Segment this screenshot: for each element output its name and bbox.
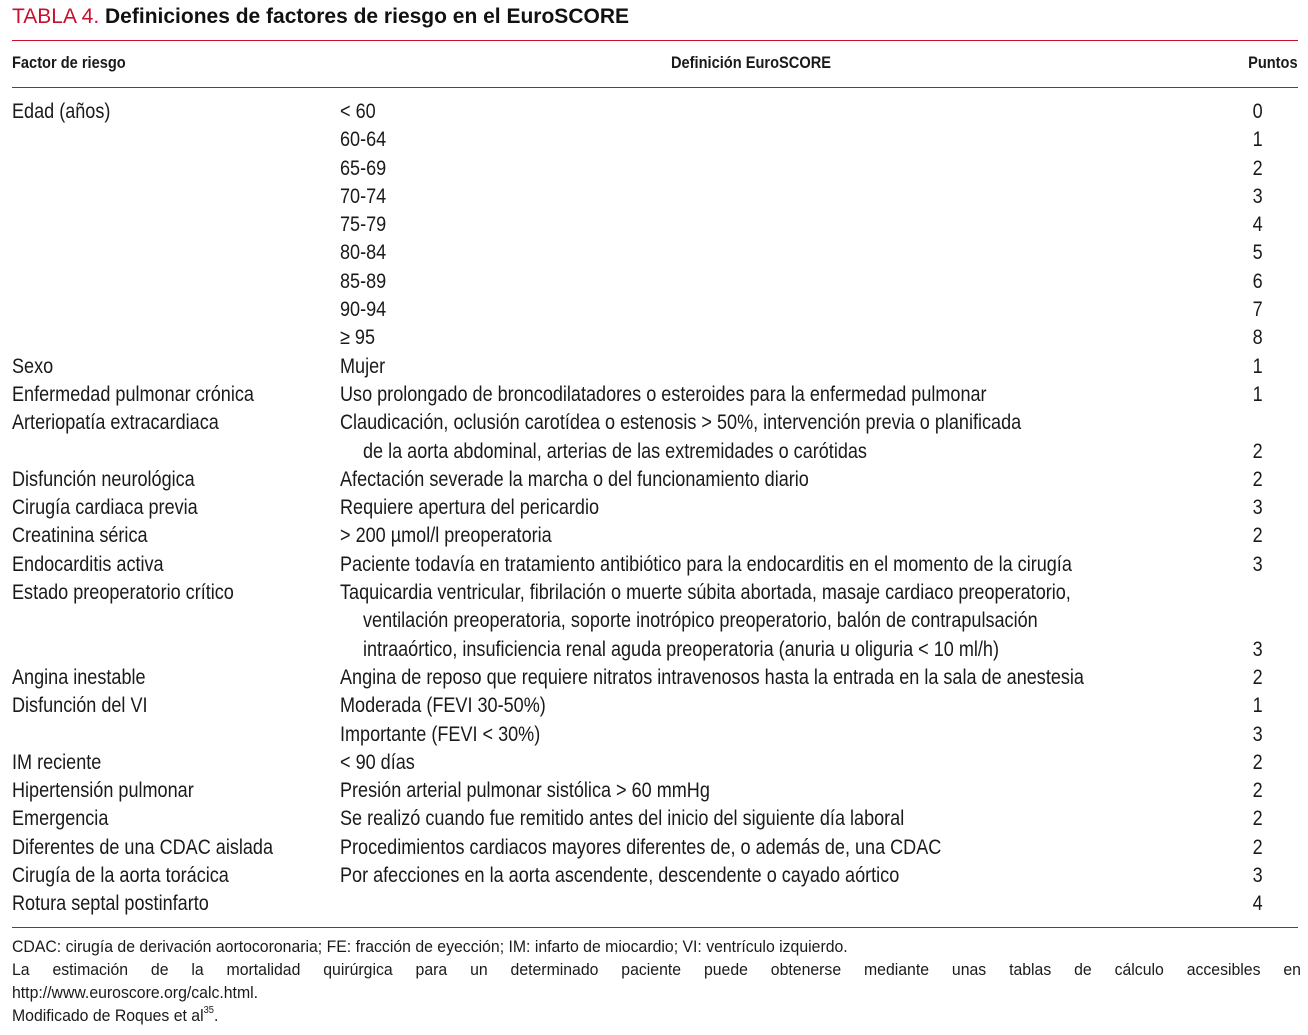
definition-cell: ≥ 95 bbox=[340, 326, 376, 350]
points-cell: 2 bbox=[1252, 156, 1263, 180]
table-row bbox=[0, 353, 1308, 381]
points-cell: 3 bbox=[1252, 552, 1263, 576]
risk-factor-cell: Disfunción del VI bbox=[12, 694, 148, 718]
points-cell: 1 bbox=[1252, 128, 1263, 152]
table-row bbox=[0, 296, 1308, 324]
definition-cell: Se realizó cuando fue remitido antes del inicio del siguiente día laboral bbox=[340, 807, 905, 831]
points-cell: 2 bbox=[1252, 439, 1263, 463]
risk-factor-cell: Enfermedad pulmonar crónica bbox=[12, 382, 254, 406]
table-row bbox=[0, 721, 1308, 749]
definition-cell: 65-69 bbox=[340, 156, 387, 180]
table-row bbox=[0, 183, 1308, 211]
points-cell: 3 bbox=[1252, 722, 1263, 746]
table-row bbox=[0, 890, 1308, 918]
header-rule bbox=[12, 87, 1298, 88]
table-title bbox=[12, 3, 629, 31]
table-row bbox=[0, 438, 1308, 466]
table-number: TABLA 4. bbox=[12, 5, 100, 28]
definition-cell: Afectación severade la marcha o del funcionamiento diario bbox=[340, 467, 809, 491]
definition-cell: < 90 días bbox=[340, 750, 415, 774]
header-definition: Definición EuroSCORE bbox=[670, 53, 832, 72]
definition-cell: Procedimientos cardiacos mayores diferentes de, o además de, una CDAC bbox=[340, 835, 942, 859]
bottom-rule bbox=[12, 927, 1298, 928]
risk-factor-cell: Disfunción neurológica bbox=[12, 467, 195, 491]
table-row bbox=[0, 522, 1308, 550]
definition-cell: < 60 bbox=[340, 100, 376, 123]
table-caption: Definiciones de factores de riesgo en el EuroSCORE bbox=[105, 5, 629, 28]
source-end: . bbox=[213, 1006, 219, 1025]
points-cell: 2 bbox=[1252, 524, 1263, 548]
definition-cell: Requiere apertura del pericardio bbox=[340, 496, 600, 520]
definition-cell: 90-94 bbox=[340, 298, 387, 322]
definition-cell: Moderada (FEVI 30-50%) bbox=[340, 694, 546, 718]
risk-factor-cell: Estado preoperatorio crítico bbox=[12, 581, 234, 605]
table-row bbox=[0, 268, 1308, 296]
points-cell: 6 bbox=[1252, 269, 1263, 293]
risk-factor-cell: Endocarditis activa bbox=[12, 552, 164, 576]
table-row bbox=[0, 494, 1308, 522]
table-row bbox=[0, 692, 1308, 720]
points-cell: 4 bbox=[1252, 892, 1263, 916]
points-cell: 2 bbox=[1252, 665, 1263, 689]
table-row bbox=[0, 381, 1308, 409]
table-row bbox=[0, 155, 1308, 183]
risk-factor-cell: Cirugía cardiaca previa bbox=[12, 496, 198, 520]
definition-cell: Uso prolongado de broncodilatadores o esteroides para la enfermedad pulmonar bbox=[340, 382, 987, 406]
definition-cell: de la aorta abdominal, arterias de las extremidades o carótidas bbox=[363, 439, 867, 463]
table-body bbox=[0, 98, 1308, 919]
definition-cell: Angina de reposo que requiere nitratos intravenosos hasta la entrada en la sala de anestesia bbox=[340, 665, 1084, 689]
definition-cell: Paciente todavía en tratamiento antibiótico para la endocarditis en el momento de la cirugía bbox=[340, 552, 1072, 576]
points-cell: 1 bbox=[1252, 354, 1263, 378]
definition-cell: Presión arterial pulmonar sistólica > 60 mmHg bbox=[340, 779, 710, 803]
definition-cell: Taquicardia ventricular, fibrilación o muerte súbita abortada, masaje cardiaco preoperatorio, bbox=[340, 581, 1071, 605]
footnote-estimation: La estimación de la mortalidad quirúrgica para un determinado paciente puede obtenerse mediante unas tablas de cálculo accesibles en bbox=[12, 960, 1301, 979]
header-factor: Factor de riesgo bbox=[12, 53, 126, 72]
points-cell: 0 bbox=[1252, 100, 1263, 123]
points-cell: 3 bbox=[1252, 637, 1263, 661]
points-cell: 7 bbox=[1252, 298, 1263, 322]
points-cell: 2 bbox=[1252, 779, 1263, 803]
table-row bbox=[0, 664, 1308, 692]
table-row bbox=[0, 324, 1308, 352]
risk-factor-cell: Edad (años) bbox=[12, 100, 111, 123]
definition-cell: Importante (FEVI < 30%) bbox=[340, 722, 541, 746]
points-cell: 8 bbox=[1252, 326, 1263, 350]
definition-cell: 75-79 bbox=[340, 213, 387, 237]
table-row bbox=[0, 551, 1308, 579]
definition-cell: ventilación preoperatoria, soporte inotrópico preoperatorio, balón de contrapulsación bbox=[363, 609, 1038, 633]
table-row bbox=[0, 409, 1308, 437]
risk-factor-cell: Sexo bbox=[12, 354, 54, 378]
table-row bbox=[0, 805, 1308, 833]
footnote-url[interactable]: http://www.euroscore.org/calc.html. bbox=[12, 983, 259, 1002]
points-cell: 2 bbox=[1252, 835, 1263, 859]
points-cell: 2 bbox=[1252, 807, 1263, 831]
points-cell: 1 bbox=[1252, 382, 1263, 406]
table-row bbox=[0, 777, 1308, 805]
risk-factor-cell: Arteriopatía extracardiaca bbox=[12, 411, 219, 435]
points-cell: 5 bbox=[1252, 241, 1263, 265]
points-cell: 2 bbox=[1252, 750, 1263, 774]
risk-factor-cell: Rotura septal postinfarto bbox=[12, 892, 209, 916]
header-points: Puntos bbox=[1248, 53, 1298, 72]
table-row bbox=[0, 126, 1308, 154]
definition-cell: > 200 µmol/l preoperatoria bbox=[340, 524, 552, 548]
points-cell: 3 bbox=[1252, 184, 1263, 208]
table-row bbox=[0, 98, 1308, 126]
definition-cell: Claudicación, oclusión carotídea o estenosis > 50%, intervención previa o planificada bbox=[340, 411, 1022, 435]
footnote-abbreviations: CDAC: cirugía de derivación aortocoronaria; FE: fracción de eyección; IM: infarto de miocardio; VI: ventrículo izquierdo. bbox=[12, 937, 848, 956]
risk-factor-cell: IM reciente bbox=[12, 750, 102, 774]
risk-factor-cell: Hipertensión pulmonar bbox=[12, 779, 194, 803]
table-row bbox=[0, 862, 1308, 890]
definition-cell: Por afecciones en la aorta ascendente, descendente o cayado aórtico bbox=[340, 864, 900, 888]
table-row bbox=[0, 749, 1308, 777]
top-rule bbox=[12, 40, 1298, 41]
points-cell: 3 bbox=[1252, 496, 1263, 520]
table-row bbox=[0, 239, 1308, 267]
points-cell: 1 bbox=[1252, 694, 1263, 718]
source-reference: 35 bbox=[203, 1005, 214, 1016]
definition-cell: 85-89 bbox=[340, 269, 387, 293]
definition-cell: Mujer bbox=[340, 354, 386, 378]
table-row bbox=[0, 466, 1308, 494]
table-row bbox=[0, 579, 1308, 607]
definition-cell: intraaórtico, insuficiencia renal aguda preoperatoria (anuria u oliguria < 10 ml/h) bbox=[363, 637, 999, 661]
risk-factor-cell: Cirugía de la aorta torácica bbox=[12, 864, 229, 888]
points-cell: 4 bbox=[1252, 213, 1263, 237]
points-cell: 2 bbox=[1252, 467, 1263, 491]
definition-cell: 70-74 bbox=[340, 184, 387, 208]
table-row bbox=[0, 636, 1308, 664]
table-row bbox=[0, 211, 1308, 239]
risk-factor-cell: Diferentes de una CDAC aislada bbox=[12, 835, 274, 859]
source-text: Modificado de Roques et al bbox=[12, 1006, 204, 1025]
footnote-source bbox=[12, 1004, 218, 1027]
risk-factor-cell: Emergencia bbox=[12, 807, 109, 831]
points-cell: 3 bbox=[1252, 864, 1263, 888]
table-row bbox=[0, 834, 1308, 862]
risk-factor-cell: Creatinina sérica bbox=[12, 524, 148, 548]
definition-cell: 80-84 bbox=[340, 241, 387, 265]
definition-cell: 60-64 bbox=[340, 128, 387, 152]
risk-factor-cell: Angina inestable bbox=[12, 665, 146, 689]
table-row bbox=[0, 607, 1308, 635]
